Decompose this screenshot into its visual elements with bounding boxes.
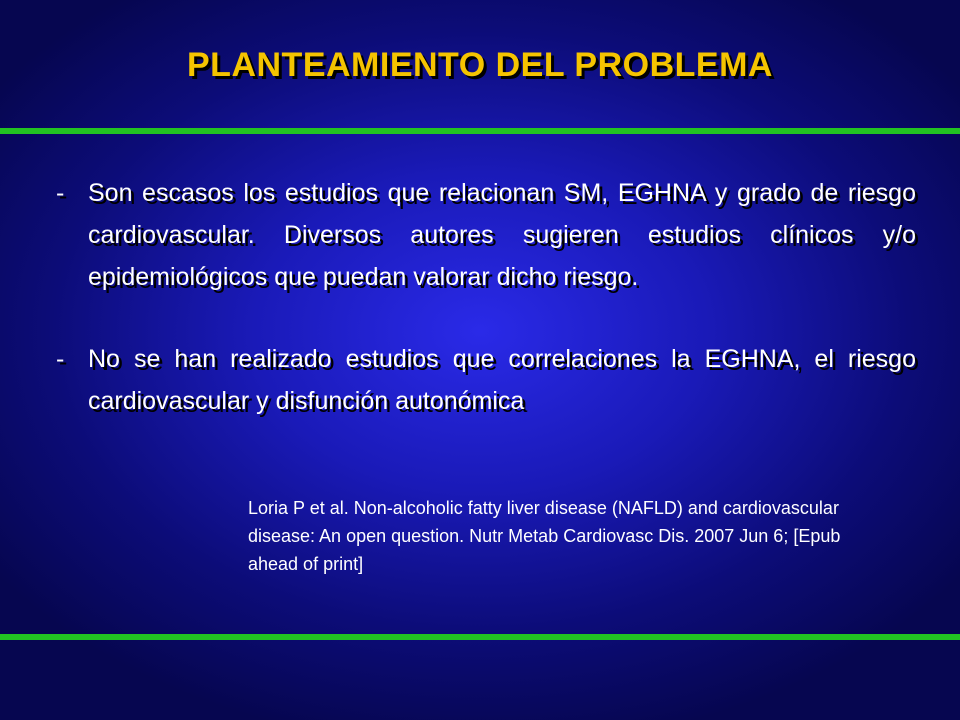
bullet-list (56, 172, 916, 462)
bottom-divider (0, 634, 960, 640)
bullet-text: No se han realizado estudios que correlaciones la EGHNA, el riesgo cardiovascular y disfunción autonómica (88, 345, 916, 415)
top-divider (0, 128, 960, 134)
bullet-text: Son escasos los estudios que relacionan SM, EGHNA y grado de riesgo cardiovascular. Diversos autores sugieren estudios clínicos y/o epidemiológicos que puedan valorar dicho riesgo. (88, 179, 916, 291)
bullet-item (56, 338, 916, 422)
bullet-item (56, 172, 916, 298)
citation: Loria P et al. Non-alcoholic fatty liver disease (NAFLD) and cardiovascular disease: An open question. Nutr Metab Cardiovasc Dis. 2007 Jun 6; [Epub ahead of print] (248, 498, 841, 574)
slide-title: PLANTEAMIENTO DEL PROBLEMA (187, 46, 773, 84)
bullet-marker: - (56, 345, 65, 373)
bullet-marker: - (56, 179, 65, 207)
